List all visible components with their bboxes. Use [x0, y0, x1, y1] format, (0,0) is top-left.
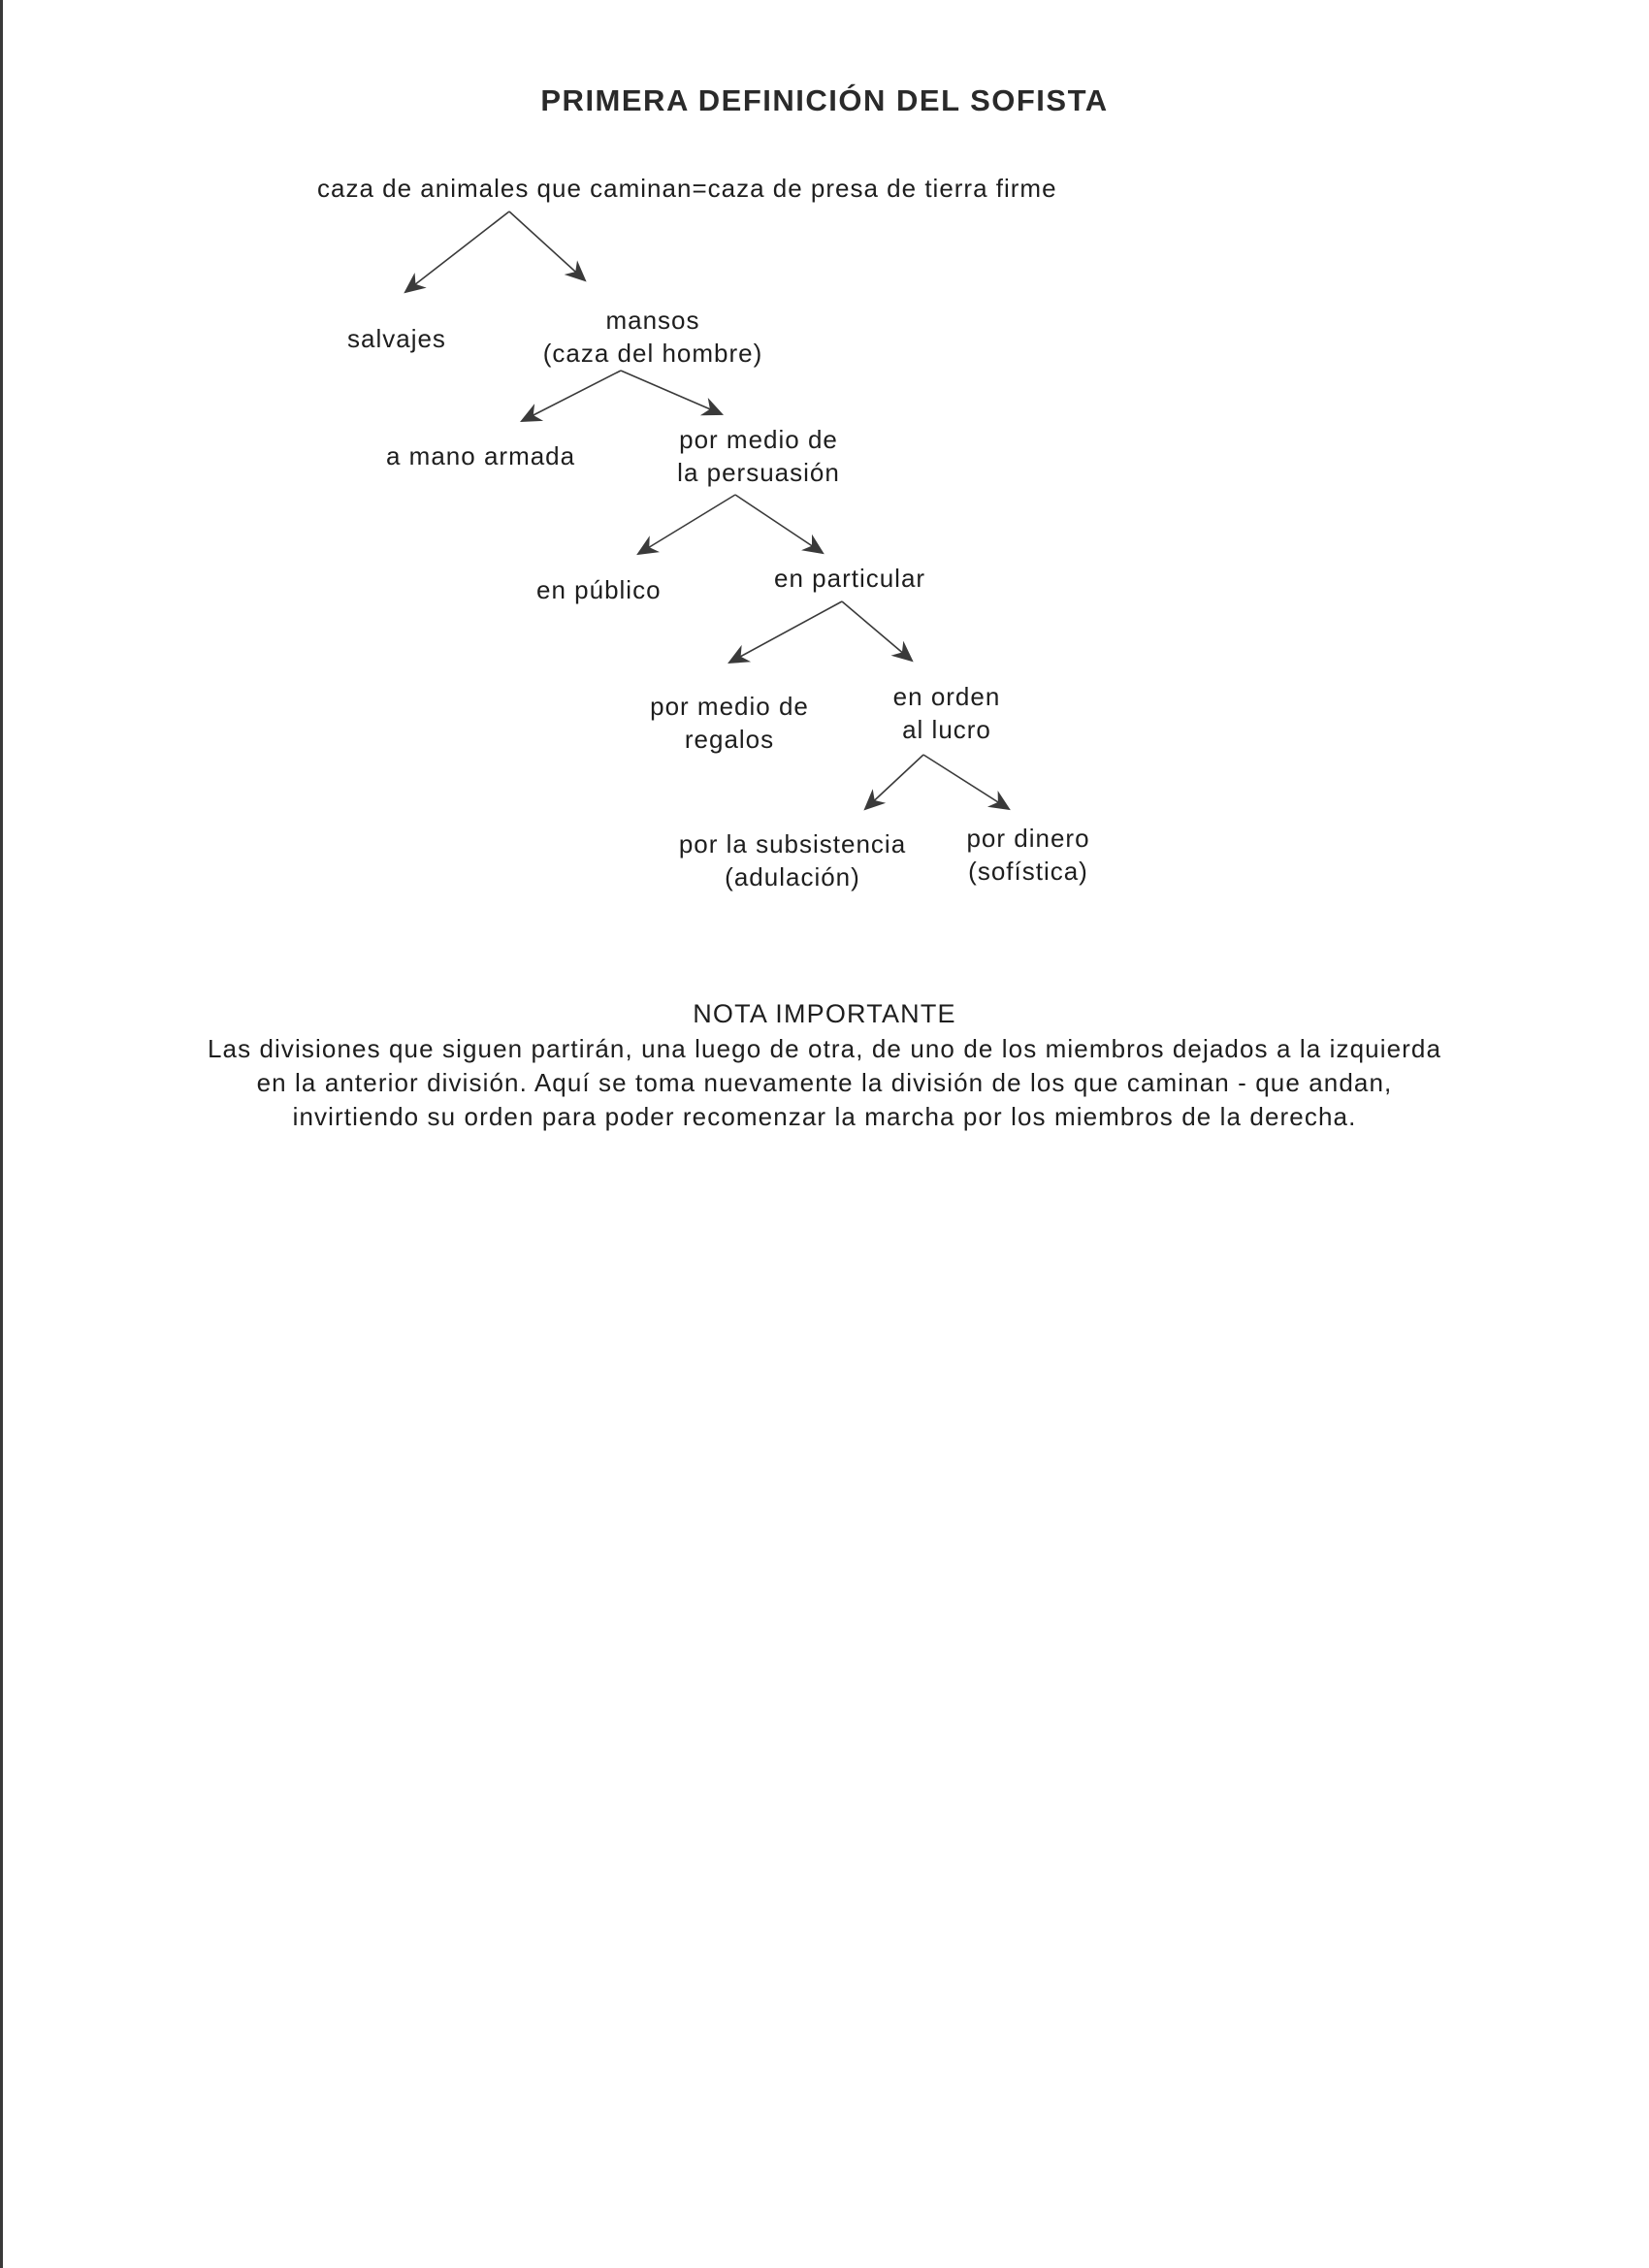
arrow-to-en-particular	[735, 495, 823, 553]
note-line: en la anterior división. Aquí se toma nuevamente la división de los que caminan - que andan,	[256, 1068, 1393, 1097]
node-en-particular: en particular	[774, 564, 926, 593]
arrow-to-dinero	[923, 755, 1009, 809]
node-dinero-line1: por dinero	[966, 824, 1090, 853]
arrow-to-persuasion	[621, 371, 722, 414]
node-subsistencia	[652, 827, 933, 893]
node-lucro	[864, 680, 1029, 746]
node-subsistencia-line2: (adulación)	[725, 862, 860, 891]
page-title: PRIMERA DEFINICIÓN DEL SOFISTA	[540, 83, 1109, 117]
note-title: NOTA IMPORTANTE	[693, 999, 956, 1028]
node-mansos-line1: mansos	[605, 306, 700, 335]
note-line: Las divisiones que siguen partirán, una luego de otra, de uno de los miembros dejados a la izquierda	[207, 1034, 1442, 1063]
node-root: caza de animales que caminan=caza de presa de tierra firme	[317, 174, 1057, 203]
arrow-to-lucro	[842, 601, 912, 661]
note-line: invirtiendo su orden para poder recomenzar la marcha por los miembros de la derecha.	[292, 1102, 1357, 1131]
arrow-to-en-publico	[638, 495, 735, 554]
node-persuasion-line2: la persuasión	[677, 458, 840, 487]
node-regalos	[623, 690, 836, 756]
node-lucro-line1: en orden	[892, 682, 1001, 711]
node-salvajes: salvajes	[347, 324, 446, 353]
node-persuasion-line1: por medio de	[679, 425, 838, 454]
node-mansos-line2: (caza del hombre)	[542, 339, 763, 368]
node-subsistencia-line1: por la subsistencia	[678, 829, 907, 859]
node-dinero-line2: (sofística)	[968, 857, 1088, 886]
node-persuasion	[652, 423, 865, 489]
node-mansos	[527, 304, 779, 370]
arrow-to-regalos	[729, 601, 842, 663]
arrow-to-subsistencia	[865, 755, 923, 809]
node-regalos-line2: regalos	[684, 725, 775, 754]
node-a-mano-armada: a mano armada	[386, 441, 576, 470]
note-text	[0, 1032, 1649, 1134]
node-regalos-line1: por medio de	[650, 692, 809, 721]
arrow-to-mansos	[509, 211, 585, 280]
arrow-to-salvajes	[405, 211, 509, 292]
node-dinero	[946, 822, 1111, 888]
arrow-to-a-mano-armada	[522, 371, 621, 421]
node-en-publico: en público	[536, 575, 662, 604]
node-lucro-line2: al lucro	[902, 715, 991, 744]
